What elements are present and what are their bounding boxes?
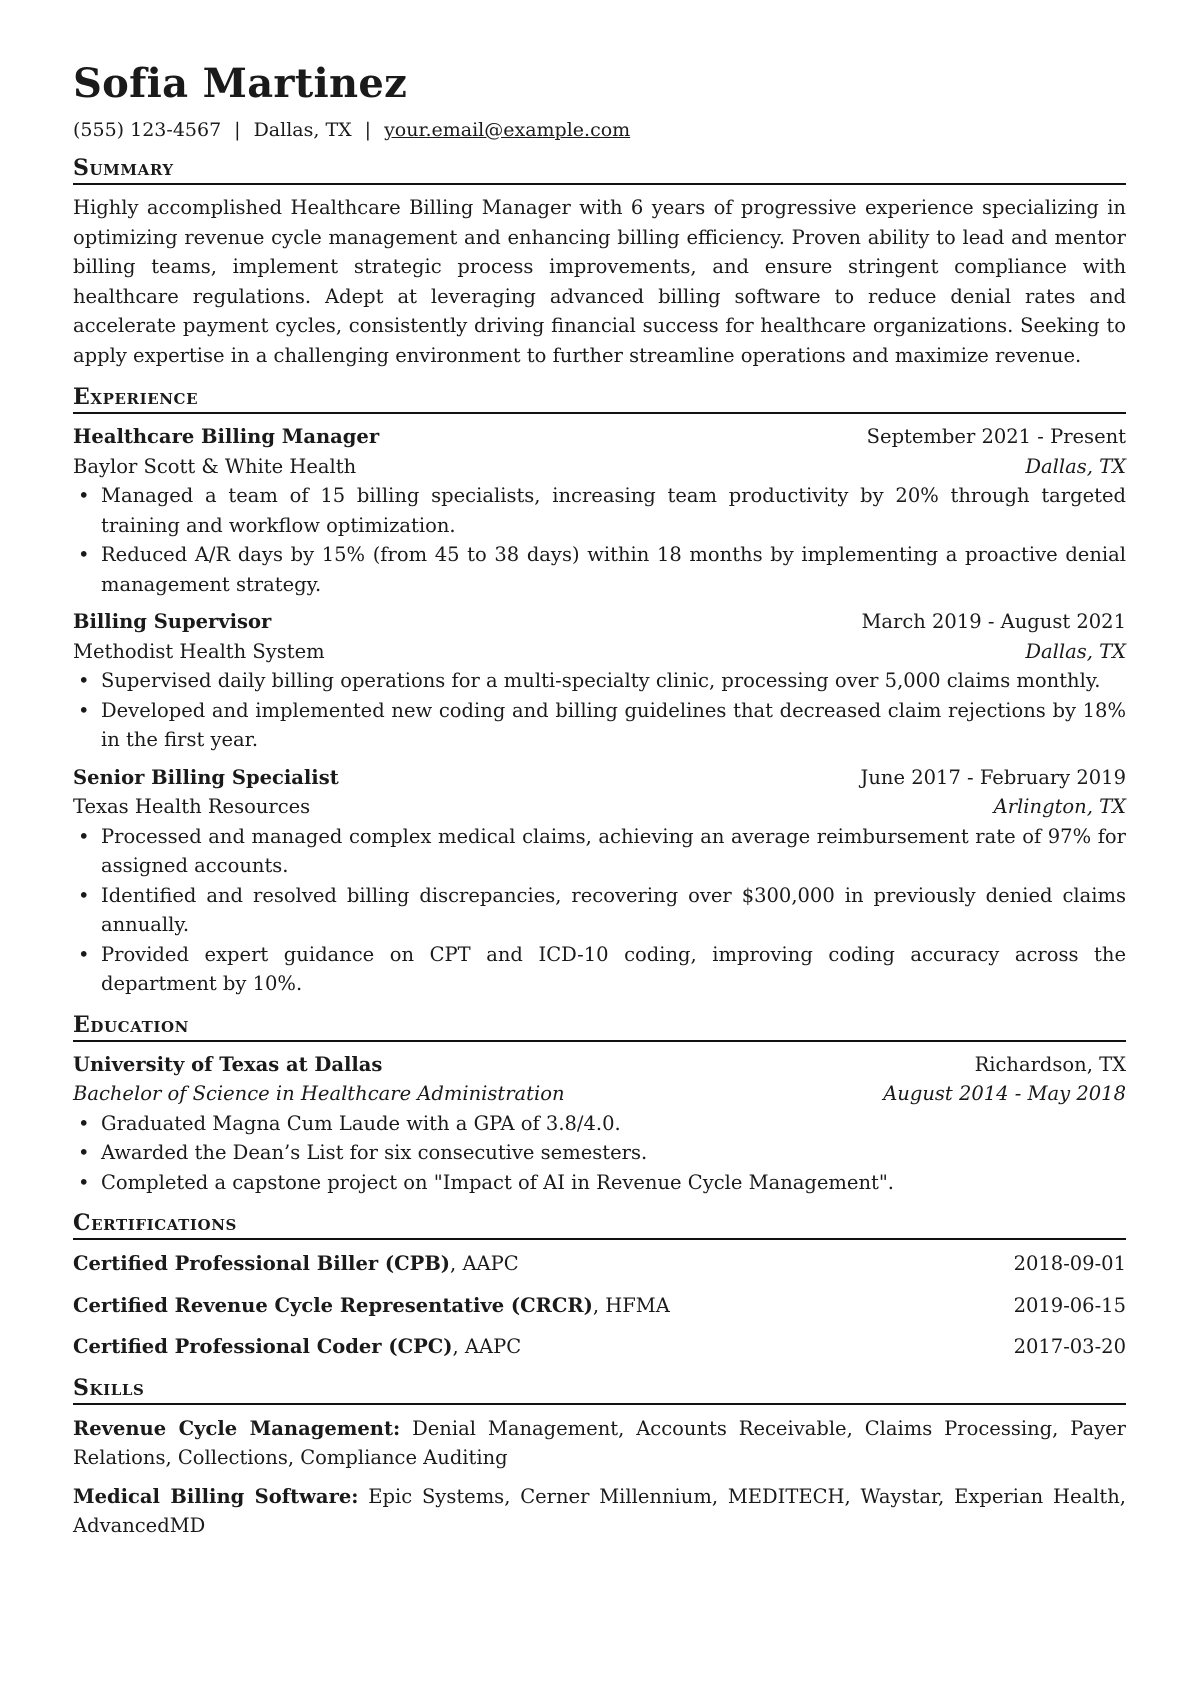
bullet-icon: •: [78, 942, 90, 966]
degree: Bachelor of Science in Healthcare Administration: [73, 1082, 565, 1105]
certifications-list: [73, 1249, 1126, 1362]
job-company: Methodist Health System: [73, 639, 325, 663]
list-item: [73, 696, 1126, 755]
bullet-text: Completed a capstone project on "Impact of AI in Revenue Cycle Management".: [101, 1170, 895, 1194]
skill-group: [73, 1414, 1126, 1473]
list-item: [73, 481, 1126, 540]
list-item: [73, 881, 1126, 940]
list-item: [73, 666, 1126, 696]
job-entry: [73, 422, 1126, 599]
list-item: [73, 1109, 1126, 1139]
bullet-text: Managed a team of 15 billing specialists, increasing team productivity by 20% through targeted training and workflow optimization.: [101, 484, 1126, 537]
contact-line: [73, 116, 1126, 144]
education-entry: [73, 1050, 1126, 1198]
bullet-icon: •: [78, 543, 90, 566]
bullet-text: Developed and implemented new coding and billing guidelines that decreased claim rejections by 18% in the first year.: [101, 698, 1126, 751]
certification-item: [73, 1332, 1126, 1362]
bullet-icon: •: [78, 669, 90, 692]
bullet-icon: •: [78, 824, 90, 848]
list-item: [73, 1138, 1126, 1168]
job-title: Healthcare Billing Manager: [73, 425, 380, 448]
bullet-icon: •: [78, 484, 90, 507]
list-item: [73, 822, 1126, 881]
certification-item: [73, 1291, 1126, 1321]
certification-issuer: , AAPC: [452, 1335, 522, 1358]
certification-item: [73, 1249, 1126, 1279]
certification-issuer: , AAPC: [450, 1252, 519, 1275]
bullet-text: Provided expert guidance on CPT and ICD-10 coding, improving coding accuracy across the department by 10%.: [101, 942, 1126, 995]
job-location: Arlington, TX: [993, 795, 1126, 818]
skill-items: Epic Systems, Cerner Millennium, MEDITECH, Waystar, Experian Health, AdvancedMD: [73, 1484, 1126, 1537]
bullet-text: Identified and resolved billing discrepancies, recovering over $300,000 in previously denied claims annually.: [101, 883, 1126, 936]
summary-text: Highly accomplished Healthcare Billing Manager with 6 years of progressive experience specializing in optimizing revenue cycle management and enhancing billing efficiency. Proven ability to lead and mentor billing teams, implement strategic process improvements, and ensure stringent compliance with healthcare regulations. Adept at leveraging advanced billing software to reduce denial rates and accelerate payment cycles, consistently driving financial success for healthcare organizations. Seeking to apply expertise in a challenging environment to further streamline operations and maximize revenue.: [73, 196, 1126, 367]
bullet-icon: •: [78, 1141, 90, 1164]
location: Dallas, TX: [253, 119, 352, 141]
job-title: Senior Billing Specialist: [73, 765, 339, 789]
summary-heading: Summary: [73, 154, 1126, 185]
education-heading: Education: [73, 1011, 1126, 1042]
job-bullets: [73, 822, 1126, 999]
contact-separator: |: [364, 119, 372, 141]
job-dates: September 2021 - Present: [866, 425, 1126, 448]
job-bullets: [73, 481, 1126, 599]
certification-issuer: , HFMA: [592, 1293, 670, 1317]
certification-date: 2017-03-20: [1013, 1335, 1126, 1358]
school-name: University of Texas at Dallas: [73, 1052, 383, 1076]
phone-number: (555) 123-4567: [73, 119, 222, 141]
bullet-icon: •: [78, 1111, 90, 1135]
bullet-icon: •: [78, 883, 90, 907]
job-company: Texas Health Resources: [73, 795, 311, 818]
contact-separator: |: [234, 119, 241, 141]
skill-label: Medical Billing Software:: [73, 1484, 359, 1508]
bullet-text: Processed and managed complex medical claims, achieving an average reimbursement rate of 97% for assigned accounts.: [101, 824, 1126, 877]
list-item: [73, 940, 1126, 999]
job-bullets: [73, 666, 1126, 755]
job-company: Baylor Scott & White Health: [73, 454, 357, 478]
bullet-text: Supervised daily billing operations for a multi-specialty clinic, processing over 5,000 claims monthly.: [101, 669, 1101, 692]
certifications-heading: Certifications: [73, 1209, 1126, 1240]
education-bullets: [73, 1109, 1126, 1198]
school-location: Richardson, TX: [974, 1052, 1126, 1076]
candidate-name: Sofia Martinez: [73, 60, 408, 107]
certification-name: Certified Professional Biller (CPB): [73, 1252, 451, 1275]
certification-name: Certified Professional Coder (CPC): [73, 1335, 453, 1358]
job-dates: March 2019 - August 2021: [861, 610, 1126, 633]
job-entry: [73, 607, 1126, 755]
certification-date: 2018-09-01: [1013, 1252, 1126, 1275]
job-entry: [73, 763, 1126, 999]
skill-group: [73, 1482, 1126, 1541]
bullet-text: Awarded the Dean’s List for six consecutive semesters.: [101, 1141, 648, 1164]
skill-label: Revenue Cycle Management:: [73, 1416, 401, 1440]
bullet-icon: •: [78, 1170, 90, 1194]
skills-heading: Skills: [73, 1374, 1126, 1405]
list-item: [73, 1168, 1126, 1198]
bullet-text: Graduated Magna Cum Laude with a GPA of 3.8/4.0.: [101, 1111, 621, 1135]
job-location: Dallas, TX: [1025, 639, 1126, 663]
skill-items: Denial Management, Accounts Receivable, Claims Processing, Payer Relations, Collections, Compliance Auditing: [73, 1416, 1126, 1469]
job-title: Billing Supervisor: [73, 610, 272, 633]
bullet-icon: •: [78, 698, 90, 722]
certification-name: Certified Revenue Cycle Representative (CRCR): [73, 1293, 593, 1317]
list-item: [73, 540, 1126, 599]
experience-heading: Experience: [73, 383, 1126, 414]
resume-page: [73, 58, 1126, 1541]
certification-date: 2019-06-15: [1013, 1293, 1126, 1317]
job-location: Dallas, TX: [1025, 454, 1126, 478]
job-dates: June 2017 - February 2019: [860, 765, 1126, 789]
bullet-text: Reduced A/R days by 15% (from 45 to 38 days) within 18 months by implementing a proactive denial management strategy.: [101, 543, 1126, 596]
email-link[interactable]: your.email@example.com: [384, 119, 631, 141]
education-dates: August 2014 - May 2018: [883, 1082, 1126, 1105]
